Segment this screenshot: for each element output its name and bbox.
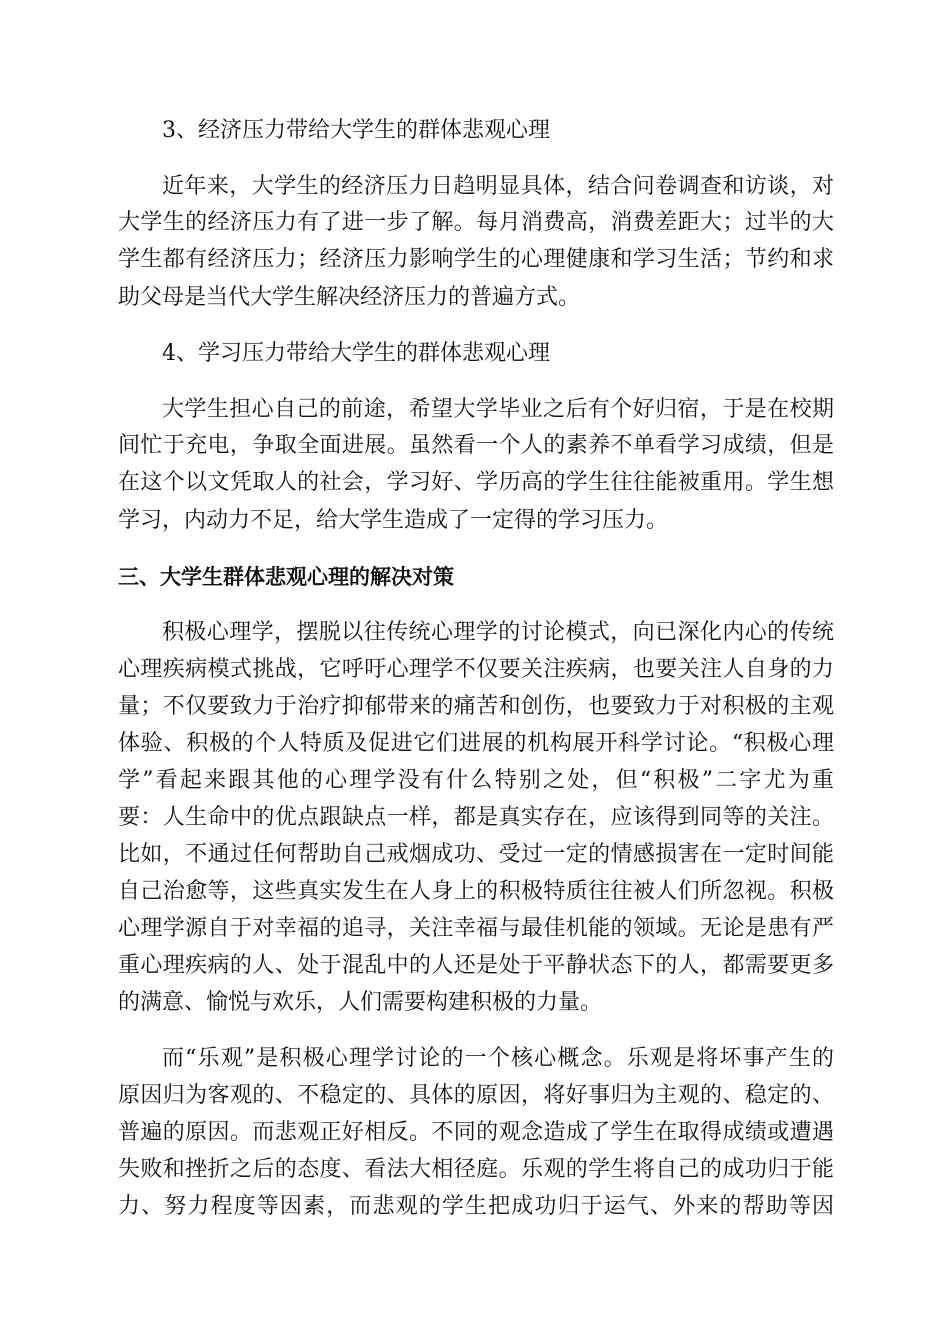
- paragraph-1-line-4: 助父母是当代大学生解决经济压力的普遍方式。: [118, 285, 581, 310]
- paragraph-3-line-11: 的满意、愉悦与欢乐，人们需要构建积极的力量。: [118, 990, 603, 1015]
- paragraph-3-line-5: 学”看起来跟其他的心理学没有什么特别之处，但“积极”二字尤为重: [118, 768, 834, 793]
- paragraph-1-line-1: 近年来，大学生的经济压力日趋明显具体，结合问卷调查和访谈，对: [162, 174, 834, 199]
- subsection-4-title: 4、学习压力带给大学生的群体悲观心理: [162, 341, 550, 366]
- paragraph-2-line-2: 间忙于充电，争取全面进展。虽然看一个人的素养不单看学习成绩，但是: [118, 433, 834, 458]
- paragraph-1-line-3: 学生都有经济压力；经济压力影响学生的心理健康和学习生活；节约和求: [118, 247, 834, 272]
- paragraph-1-line-2: 大学生的经济压力有了进一步了解。每月消费高，消费差距大；过半的大: [118, 210, 834, 235]
- section-3-heading: 三、大学生群体悲观心理的解决对策: [118, 565, 454, 589]
- paragraph-4-line-3: 普遍的原因。而悲观正好相反。不同的观念造成了学生在取得成绩或遭遇: [118, 1120, 834, 1145]
- paragraph-3-line-10: 重心理疾病的人、处于混乱中的人还是处于平静状态下的人，都需要更多: [118, 953, 834, 978]
- paragraph-2-line-4: 学习，内动力不足，给大学生造成了一定得的学习压力。: [118, 508, 669, 533]
- paragraph-2-line-1: 大学生担心自己的前途，希望大学毕业之后有个好归宿，于是在校期: [162, 397, 834, 422]
- paragraph-4-line-2: 原因归为客观的、不稳定的、具体的原因，将好事归为主观的、稳定的、: [118, 1083, 834, 1108]
- paragraph-3-line-1: 积极心理学，摆脱以往传统心理学的讨论模式，向已深化内心的传统: [162, 620, 834, 645]
- paragraph-3-line-8: 自己治愈等，这些真实发生在人身上的积极特质往往被人们所忽视。积极: [118, 879, 834, 904]
- paragraph-3-line-3: 量；不仅要致力于治疗抑郁带来的痛苦和创伤，也要致力于对积极的主观: [118, 694, 834, 719]
- paragraph-3-line-2: 心理疾病模式挑战，它呼吁心理学不仅要关注疾病，也要关注人自身的力: [118, 657, 834, 682]
- subsection-3-title: 3、经济压力带给大学生的群体悲观心理: [162, 118, 550, 143]
- paragraph-4-line-1: 而“乐观”是积极心理学讨论的一个核心概念。乐观是将坏事产生的: [162, 1046, 834, 1071]
- paragraph-4-line-4: 失败和挫折之后的态度、看法大相径庭。乐观的学生将自己的成功归于能: [118, 1157, 834, 1182]
- paragraph-3-line-9: 心理学源自于对幸福的追寻，关注幸福与最佳机能的领域。无论是患有严: [118, 916, 834, 941]
- paragraph-4-line-5: 力、努力程度等因素，而悲观的学生把成功归于运气、外来的帮助等因: [118, 1194, 834, 1219]
- paragraph-3-line-6: 要：人生命中的优点跟缺点一样，都是真实存在，应该得到同等的关注。: [118, 805, 834, 830]
- paragraph-3-line-4: 体验、积极的个人特质及促进它们进展的机构展开科学讨论。“积极心理: [118, 731, 834, 756]
- paragraph-3-line-7: 比如，不通过任何帮助自己戒烟成功、受过一定的情感损害在一定时间能: [118, 842, 834, 867]
- paragraph-2-line-3: 在这个以文凭取人的社会，学习好、学历高的学生往往能被重用。学生想: [118, 470, 834, 495]
